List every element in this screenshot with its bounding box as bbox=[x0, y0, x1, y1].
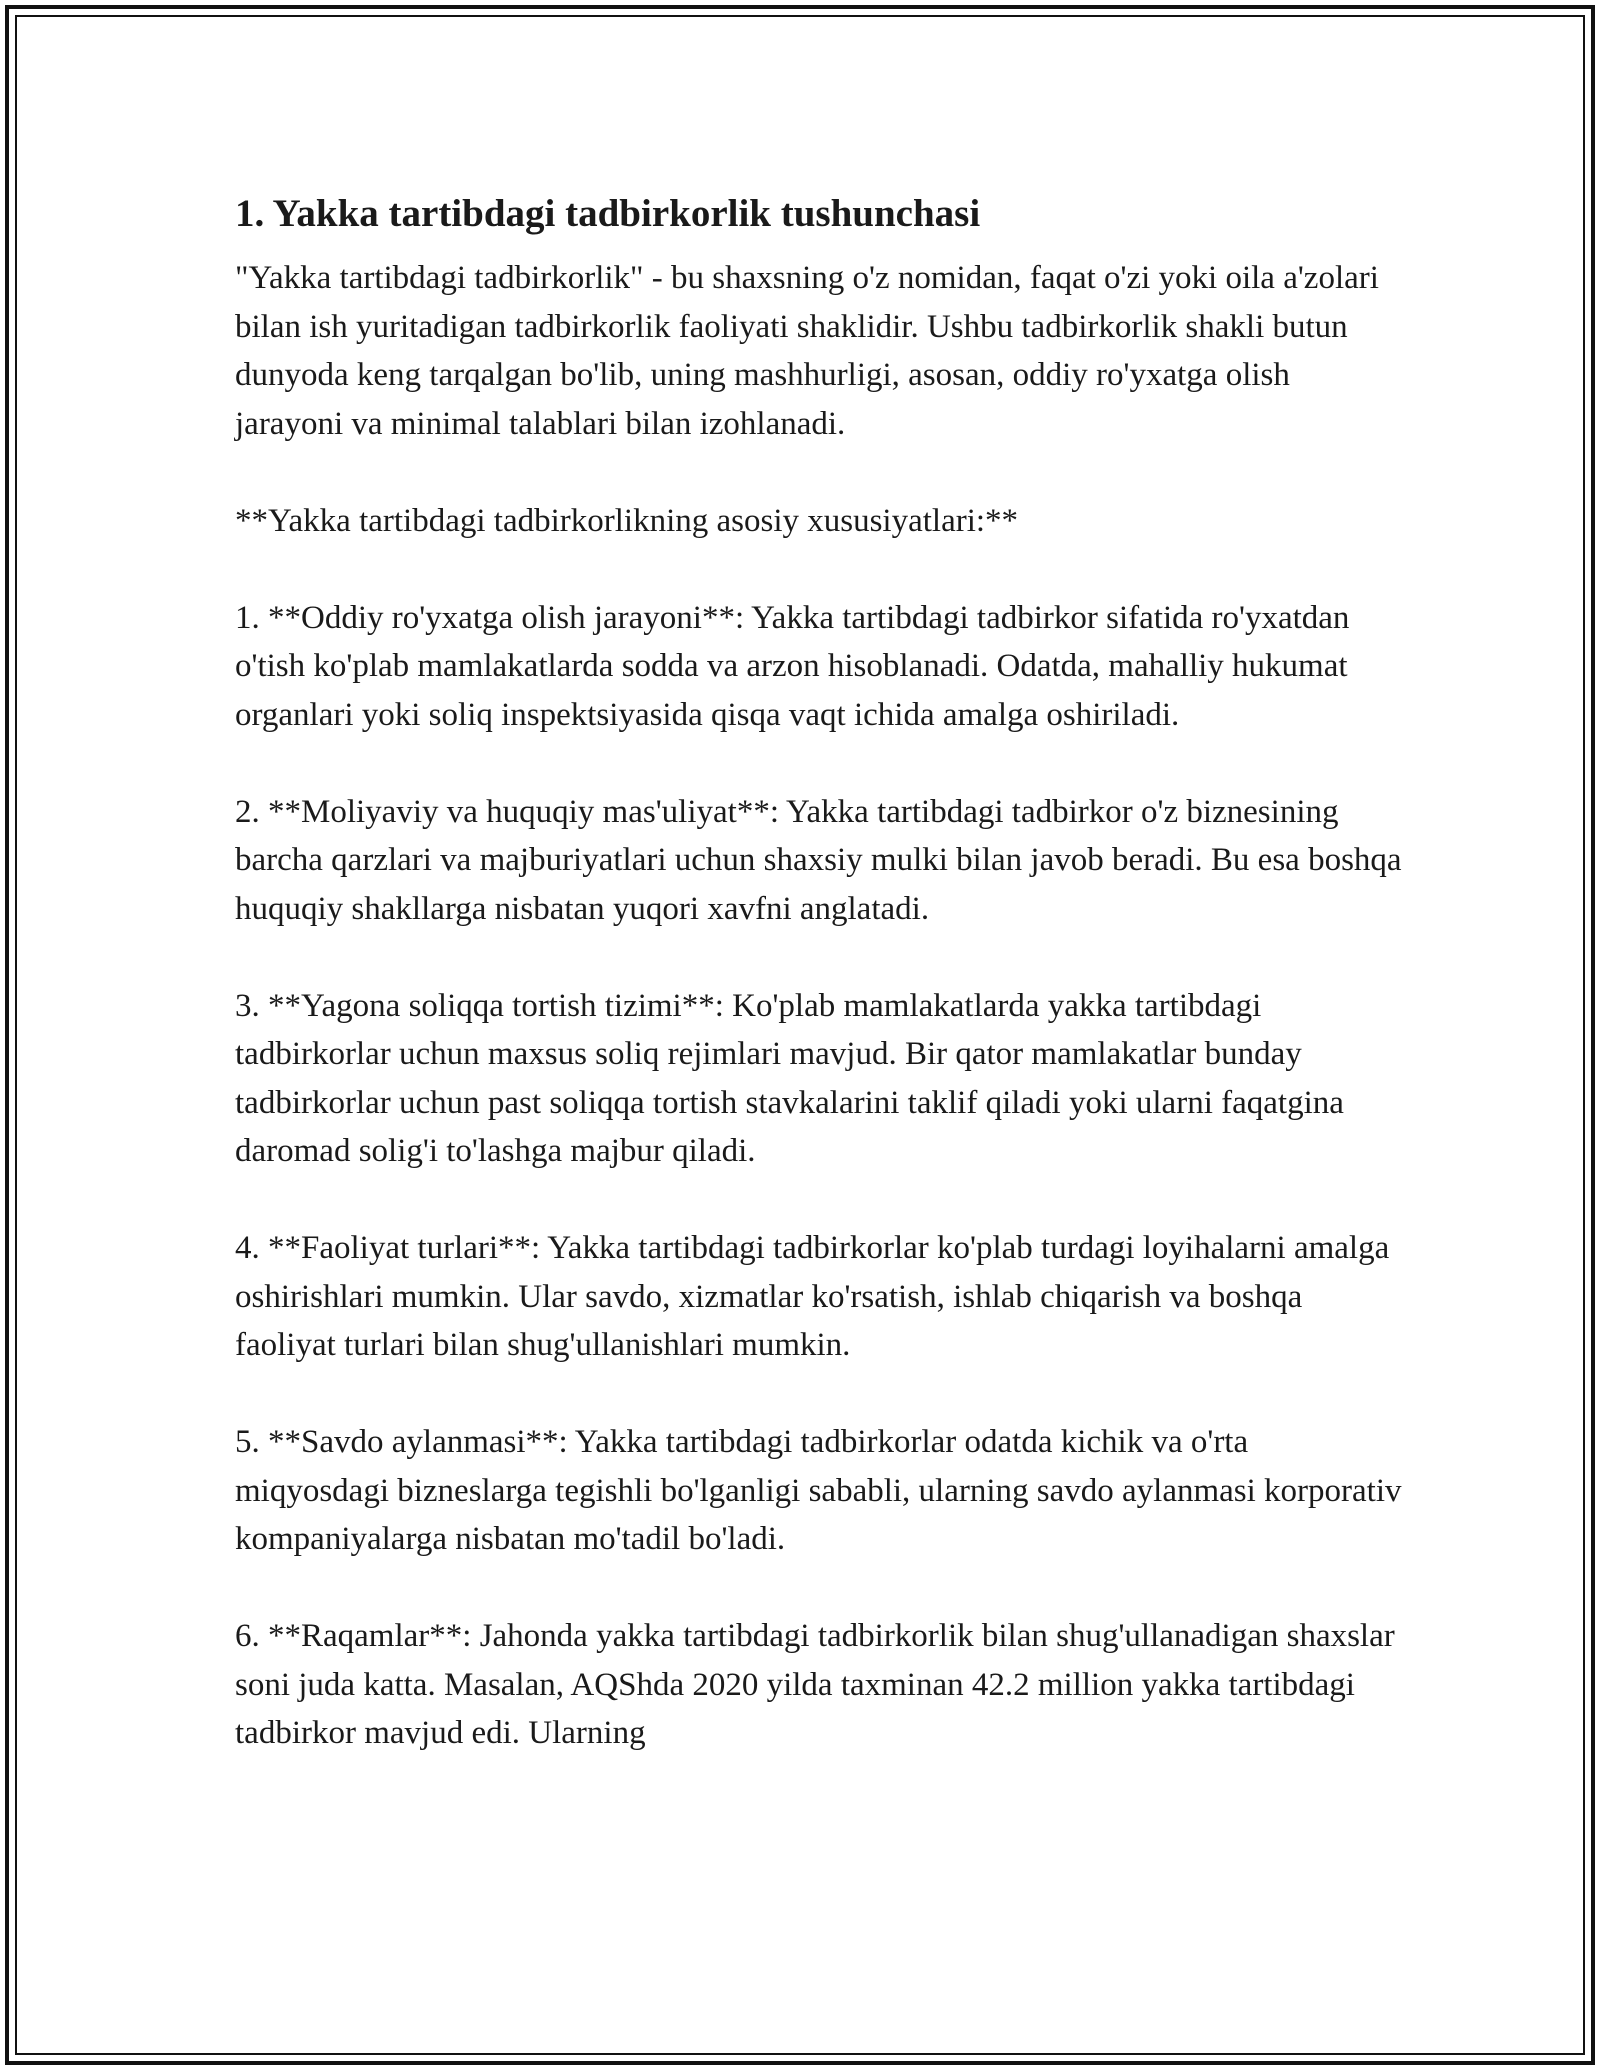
spacer bbox=[235, 739, 1405, 788]
list-item-6: 6. **Raqamlar**: Jahonda yakka tartibdagi tadbirkorlik bilan shug'ullanadigan shaxslar soni juda katta. Masalan, AQShda 2020 yilda taxminan 42.2 million yakka tartibdagi tadbirkor mavjud edi. Ularning bbox=[235, 1618, 1395, 1751]
spacer bbox=[235, 448, 1405, 497]
spacer bbox=[235, 1564, 1405, 1613]
document-body bbox=[235, 184, 1405, 1758]
spacer bbox=[235, 1370, 1405, 1419]
section-heading: 1. Yakka tartibdagi tadbirkorlik tushunchasi bbox=[235, 192, 981, 235]
spacer bbox=[235, 545, 1405, 594]
intro-paragraph: "Yakka tartibdagi tadbirkorlik" - bu shaxsning o'z nomidan, faqat o'zi yoki oila a'zolari bilan ish yuritadigan tadbirkorlik faoliyati shaklidir. Ushbu tadbirkorlik shakli butun dunyoda keng tarqalgan bo'lib, uning mashhurligi, asosan, oddiy ro'yxatga olish jarayoni va minimal talablari bilan izohlanadi. bbox=[235, 260, 1379, 442]
spacer bbox=[235, 933, 1405, 982]
spacer bbox=[235, 244, 1405, 254]
spacer bbox=[235, 1176, 1405, 1225]
list-item-3: 3. **Yagona soliqqa tortish tizimi**: Ko'plab mamlakatlarda yakka tartibdagi tadbirkorlar uchun maxsus soliq rejimlari mavjud. Bir qator mamlakatlar bunday tadbirkorlar uchun past soliqqa tortish stavkalarini taklif qiladi yoki ularni faqatgina daromad solig'i to'lashga majbur qiladi. bbox=[235, 987, 1344, 1169]
list-item-4: 4. **Faoliyat turlari**: Yakka tartibdagi tadbirkorlar ko'plab turdagi loyihalarni amalga oshirishlari mumkin. Ular savdo, xizmatlar ko'rsatish, ishlab chiqarish va boshqa faoliyat turlari bilan shug'ullanishlari mumkin. bbox=[235, 1230, 1390, 1363]
list-item-1: 1. **Oddiy ro'yxatga olish jarayoni**: Yakka tartibdagi tadbirkor sifatida ro'yxatdan o'tish ko'plab mamlakatlarda sodda va arzon hisoblanadi. Odatda, mahalliy hukumat organlari yoki soliq inspektsiyasida qisqa vaqt ichida amalga oshiriladi. bbox=[235, 599, 1350, 733]
features-heading-paragraph: **Yakka tartibdagi tadbirkorlikning asosiy xususiyatlari:** bbox=[235, 502, 1019, 539]
list-item-5: 5. **Savdo aylanmasi**: Yakka tartibdagi tadbirkorlar odatda kichik va o'rta miqyosdagi bizneslarga tegishli bo'lganligi sababli, ularning savdo aylanmasi korporativ kompaniyalarga nisbatan mo'tadil bo'ladi. bbox=[235, 1424, 1402, 1557]
list-item-2: 2. **Moliyaviy va huquqiy mas'uliyat**: Yakka tartibdagi tadbirkor o'z biznesining barcha qarzlari va majburiyatlari uchun shaxsiy mulki bilan javob beradi. Bu esa boshqa huquqiy shakllarga nisbatan yuqori xavfni anglatadi. bbox=[235, 793, 1402, 927]
